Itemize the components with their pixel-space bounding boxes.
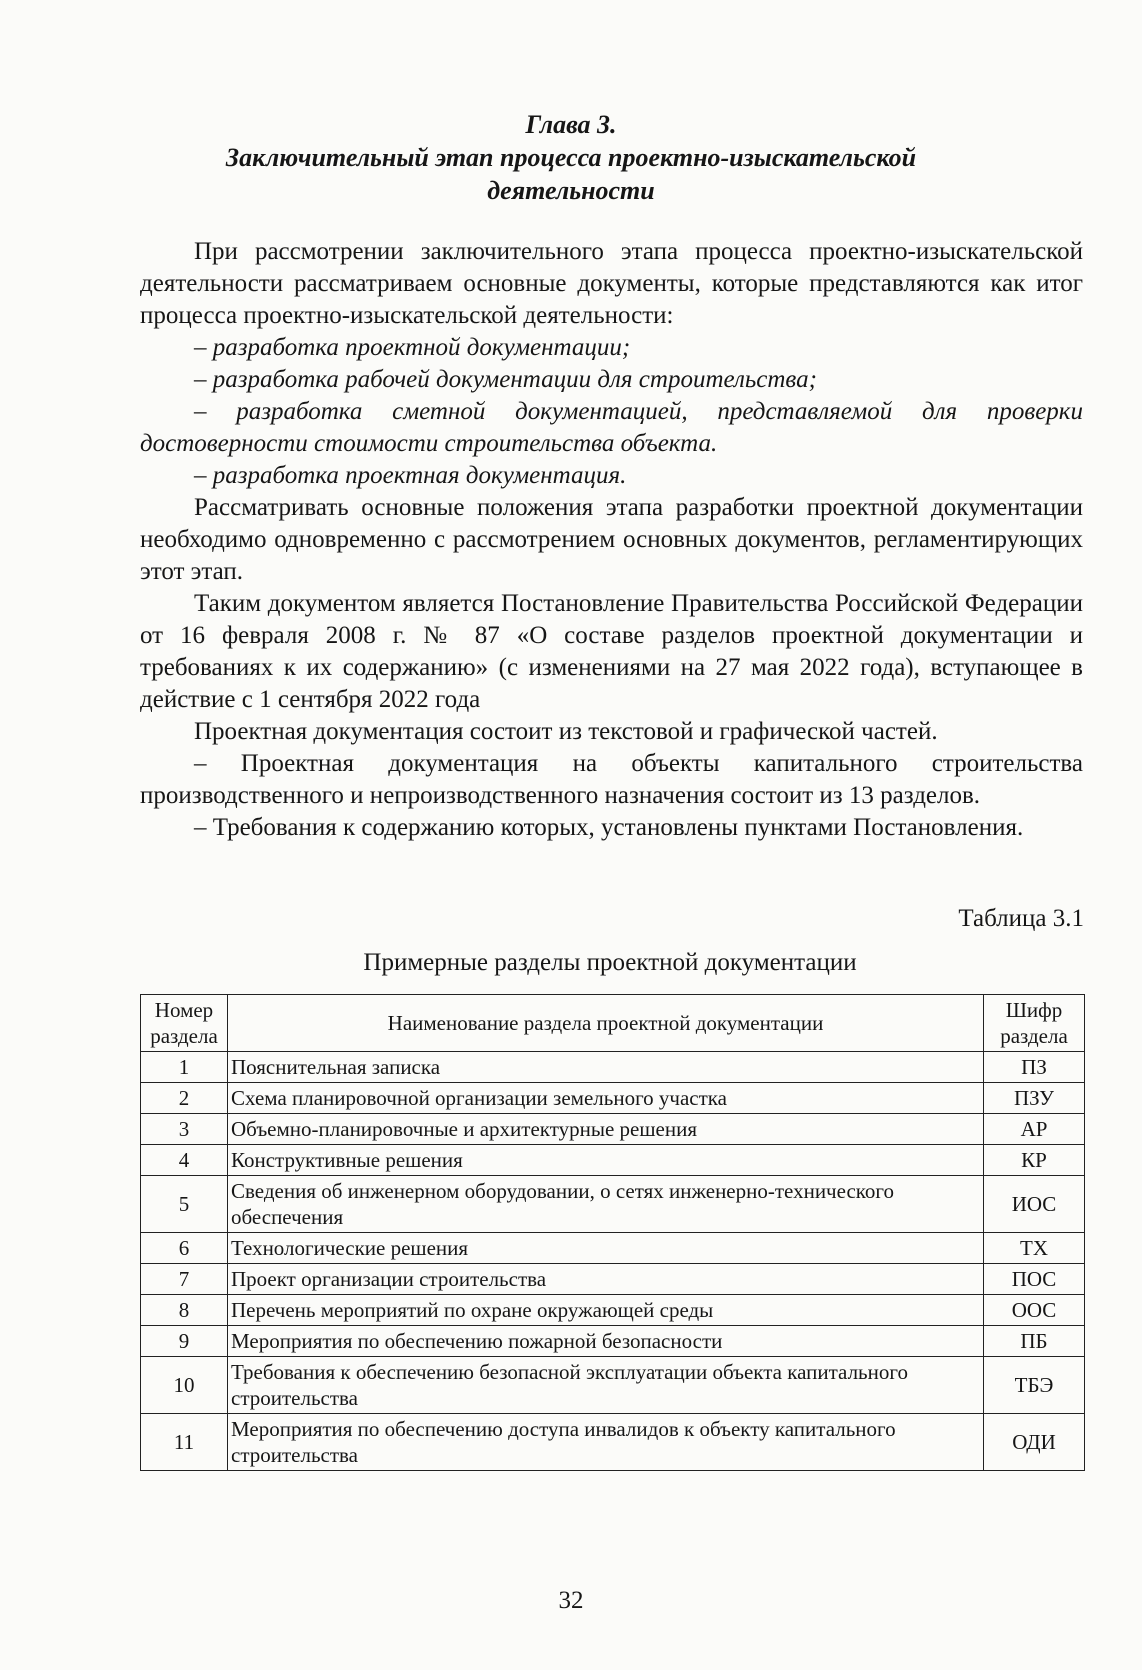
paragraph: – Проектная документация на объекты капитального строительства производственного и непроизводственного назначения состоит из 13 разделов. <box>140 750 1083 809</box>
row-number: 3 <box>141 1114 228 1145</box>
paragraph: – Требования к содержанию которых, установлены пунктами Постановления. <box>194 814 1024 841</box>
header-name: Наименование раздела проектной документации <box>228 995 984 1052</box>
list-item: – разработка рабочей документации для строительства; <box>194 366 817 393</box>
row-name: Конструктивные решения <box>228 1145 984 1176</box>
row-number: 10 <box>141 1357 228 1414</box>
table-row <box>141 1233 1085 1264</box>
row-code: ПОС <box>984 1264 1085 1295</box>
row-name: Мероприятия по обеспечению пожарной безопасности <box>228 1326 984 1357</box>
row-code: ТБЭ <box>984 1357 1085 1414</box>
table-title: Примерные разделы проектной документации <box>363 949 857 976</box>
row-number: 5 <box>141 1176 228 1233</box>
row-name: Проект организации строительства <box>228 1264 984 1295</box>
chapter-title-line-1: Заключительный этап процесса проектно-изыскательской <box>225 143 917 172</box>
row-name: Перечень мероприятий по охране окружающей среды <box>228 1295 984 1326</box>
row-number: 8 <box>141 1295 228 1326</box>
row-name: Технологические решения <box>228 1233 984 1264</box>
page-number: 32 <box>558 1587 584 1614</box>
list-item: – разработка сметной документацией, представляемой для проверки достоверности стоимости строительства объекта. <box>140 398 1083 457</box>
table-row <box>141 1176 1085 1233</box>
table-row <box>141 1414 1085 1471</box>
row-name: Сведения об инженерном оборудовании, о сетях инженерно-технического обеспечения <box>228 1176 984 1233</box>
table-label: Таблица 3.1 <box>958 905 1084 932</box>
table-row <box>141 1145 1085 1176</box>
row-code: ТХ <box>984 1233 1085 1264</box>
row-code: ОДИ <box>984 1414 1085 1471</box>
row-number: 1 <box>141 1052 228 1083</box>
chapter-heading <box>0 108 1142 207</box>
row-code: ООС <box>984 1295 1085 1326</box>
row-code: ПБ <box>984 1326 1085 1357</box>
row-name: Объемно-планировочные и архитектурные решения <box>228 1114 984 1145</box>
paragraph: Проектная документация состоит из текстовой и графической частей. <box>194 718 938 745</box>
chapter-number: Глава 3. <box>525 110 617 139</box>
row-number: 11 <box>141 1414 228 1471</box>
row-name: Схема планировочной организации земельного участка <box>228 1083 984 1114</box>
row-code: ИОС <box>984 1176 1085 1233</box>
row-number: 9 <box>141 1326 228 1357</box>
table-row <box>141 1052 1085 1083</box>
row-name: Мероприятия по обеспечению доступа инвалидов к объекту капитального строительства <box>228 1414 984 1471</box>
table-row <box>141 1326 1085 1357</box>
table-row <box>141 1264 1085 1295</box>
table-row <box>141 1083 1085 1114</box>
row-code: АР <box>984 1114 1085 1145</box>
table-row <box>141 1295 1085 1326</box>
paragraph: Рассматривать основные положения этапа разработки проектной документации необходимо одновременно с рассмотрением основных документов, регламентирующих этот этап. <box>140 494 1083 585</box>
paragraph-intro: При рассмотрении заключительного этапа процесса проектно-изыскательской деятельности рассматриваем основные документы, которые представляются как итог процесса проектно-изыскательской деятельности: <box>140 238 1083 329</box>
row-number: 6 <box>141 1233 228 1264</box>
header-number: Номер раздела <box>141 995 228 1052</box>
list-item: – разработка проектная документация. <box>194 462 627 489</box>
chapter-title-line-2: деятельности <box>487 176 655 205</box>
sections-table <box>140 994 1085 1471</box>
row-number: 7 <box>141 1264 228 1295</box>
row-name: Требования к обеспечению безопасной эксплуатации объекта капитального строительства <box>228 1357 984 1414</box>
header-code: Шифр раздела <box>984 995 1085 1052</box>
table-row <box>141 1357 1085 1414</box>
row-number: 2 <box>141 1083 228 1114</box>
paragraph: Таким документом является Постановление Правительства Российской Федерации от 16 февраля 2008 г. № 87 «О составе разделов проектной документации и требованиях к их содержанию» (с изменениями на 27 мая 2022 года), вступающее в действие с 1 сентября 2022 года <box>140 590 1083 713</box>
row-code: КР <box>984 1145 1085 1176</box>
row-code: ПЗУ <box>984 1083 1085 1114</box>
row-code: ПЗ <box>984 1052 1085 1083</box>
row-name: Пояснительная записка <box>228 1052 984 1083</box>
table-row <box>141 1114 1085 1145</box>
table-header-row <box>141 995 1085 1052</box>
row-number: 4 <box>141 1145 228 1176</box>
body-text <box>140 236 1083 844</box>
list-item: – разработка проектной документации; <box>194 334 631 361</box>
